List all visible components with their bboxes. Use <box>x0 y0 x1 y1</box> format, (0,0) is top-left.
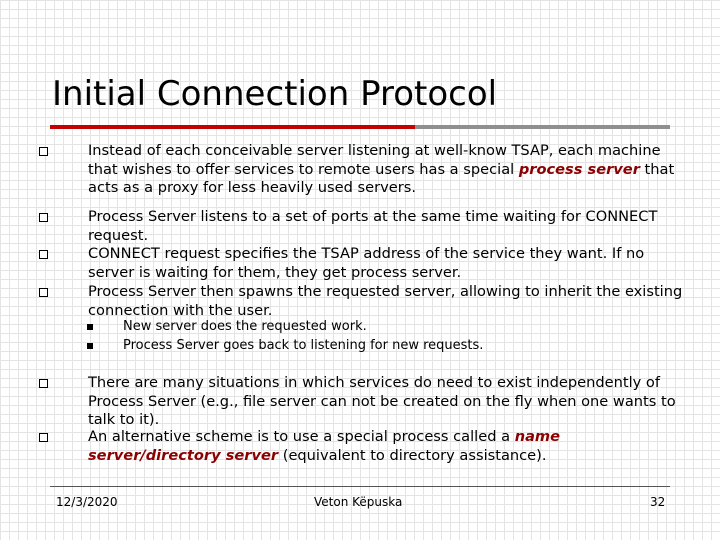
bullet-item <box>88 283 683 320</box>
footer-author: Veton Këpuska <box>314 495 403 509</box>
sub-bullet-item <box>123 318 643 337</box>
bullet-text: There are many situations in which services do need to exist independently of Process Server (e.g., file server can not be created on the fly when one wants to talk to it). <box>88 374 676 429</box>
sub-bullet-text: Process Server goes back to listening for new requests. <box>123 338 484 353</box>
hollow-square-bullet-icon <box>39 288 48 297</box>
bullet-text: An alternative scheme is to use a special process called a name server/directory server (equivalent to directory assistance). <box>88 428 561 464</box>
bullet-item <box>88 374 683 430</box>
emphasis-text: process server <box>518 160 640 178</box>
emphasis-text: name server/directory server <box>88 428 561 464</box>
bullet-item <box>88 428 683 465</box>
hollow-square-bullet-icon <box>39 213 48 222</box>
sub-bullet-text: New server does the requested work. <box>123 319 367 334</box>
slide-title: Initial Connection Protocol <box>52 74 498 114</box>
hollow-square-bullet-icon <box>39 147 48 156</box>
hollow-square-bullet-icon <box>39 433 48 442</box>
bullet-text: Instead of each conceivable server listening at well-know TSAP, each machine that wishes to offer services to remote users has a special process server that acts as a proxy for less heavily used servers. <box>88 142 675 197</box>
footer-date: 12/3/2020 <box>56 495 118 509</box>
bullet-text: Process Server listens to a set of ports at the same time waiting for CONNECT request. <box>88 208 658 244</box>
bullet-text: Process Server then spawns the requested server, allowing to inherit the existing connection with the user. <box>88 283 683 319</box>
bullet-item <box>88 245 683 282</box>
bullet-item <box>88 208 683 245</box>
filled-square-bullet-icon <box>87 343 93 349</box>
footer-divider <box>50 486 670 487</box>
hollow-square-bullet-icon <box>39 379 48 388</box>
sub-bullet-item <box>123 337 643 356</box>
bullet-item <box>88 142 683 198</box>
filled-square-bullet-icon <box>87 324 93 330</box>
bullet-text: CONNECT request specifies the TSAP address of the service they want. If no server is waiting for them, they get process server. <box>88 245 645 281</box>
page-number: 32 <box>650 495 666 509</box>
hollow-square-bullet-icon <box>39 250 48 259</box>
